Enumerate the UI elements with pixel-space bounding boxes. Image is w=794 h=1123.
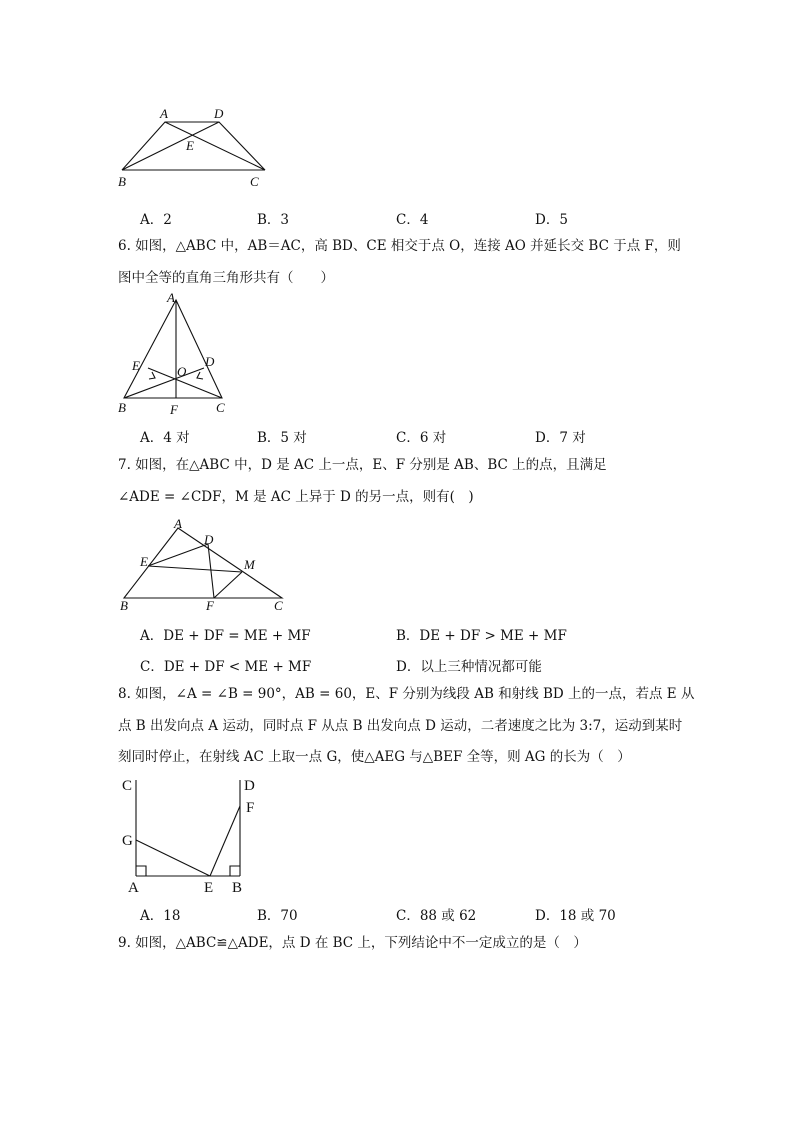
fig8-right-angle-a — [136, 866, 146, 876]
fig8-label-c: C — [122, 778, 133, 794]
fig5-label-e: E — [186, 138, 194, 153]
fig7-label-c: C — [274, 598, 283, 613]
q6-stem-line2: 图中全等的直角三角形共有（ ） — [118, 270, 334, 286]
fig8-label-e: E — [204, 880, 214, 896]
fig6-label-a: A — [167, 290, 175, 305]
fig5-label-c: C — [250, 174, 259, 189]
q9-stem-line1: 9. 如图，△ABC≌△ADE，点 D 在 BC 上，下列结论中不一定成立的是（ ） — [118, 935, 587, 951]
fig7-label-e: E — [140, 554, 148, 569]
q7-option-b — [396, 624, 567, 644]
fig6-label-f: F — [170, 402, 178, 416]
figure-q6 — [110, 290, 240, 416]
q8-stem-line2: 点 B 出发向点 A 运动，同时点 F 从点 B 出发向点 D 运动，二者速度之比为 3:7，运动到某时 — [118, 718, 683, 734]
q7-option-b-text: B．DE + DF > ME + MF — [396, 628, 567, 644]
fig8-right-angle-b — [230, 866, 240, 876]
q5-option-c: C．4 — [396, 212, 429, 228]
q7-stem-line2: ∠ADE = ∠CDF，M 是 AC 上异于 D 的另一点，则有( ) — [118, 489, 474, 505]
fig7-label-f: F — [206, 598, 214, 613]
fig7-line-em — [148, 566, 242, 572]
fig5-label-a: A — [160, 106, 168, 121]
q6-option-d: D．7 对 — [535, 430, 586, 446]
fig6-label-d: D — [205, 354, 215, 369]
fig7-label-b: B — [120, 598, 128, 613]
q8-stem-line1: 8. 如图，∠A = ∠B = 90°，AB = 60，E、F 分别为线段 AB 和射线 BD 上的一点，若点 E 从 — [118, 686, 695, 702]
fig6-label-e: E — [132, 358, 140, 373]
fig8-label-b: B — [232, 880, 243, 896]
q7-option-a-text: A．DE + DF = ME + MF — [140, 628, 311, 644]
fig5-label-b: B — [118, 174, 126, 189]
q6-option-a: A．4 对 — [140, 430, 190, 446]
q7-option-a — [140, 624, 311, 644]
q6-option-c: C．6 对 — [396, 430, 447, 446]
q7-option-d-text: D．以上三种情况都可能 — [396, 659, 542, 675]
q6-stem-line1: 6. 如图，△ABC 中，AB＝AC，高 BD、CE 相交于点 O，连接 AO 并延长交 BC 于点 F，则 — [118, 238, 681, 254]
fig8-label-g: G — [122, 833, 133, 849]
q7-option-d — [396, 655, 542, 675]
fig6-label-o: O — [177, 364, 187, 379]
figure-q5 — [110, 100, 280, 192]
fig5-label-d: D — [214, 106, 224, 121]
q5-option-b: B．3 — [257, 212, 290, 228]
q8-option-b: B．70 — [257, 908, 298, 924]
fig8-segment-ge — [136, 840, 210, 876]
q8-option-c: C．88 或 62 — [396, 908, 477, 924]
q8-option-d: D．18 或 70 — [535, 908, 616, 924]
figure-q7 — [110, 514, 300, 614]
fig8-label-d: D — [244, 778, 255, 794]
figure-q8 — [110, 770, 270, 898]
fig8-label-a: A — [128, 880, 139, 896]
fig6-right-angle-d — [197, 372, 203, 379]
fig7-label-a: A — [174, 516, 182, 531]
q7-option-c — [140, 655, 311, 675]
q8-stem-line3: 刻同时停止，在射线 AC 上取一点 G，使△AEG 与△BEF 全等，则 AG 的长为（ ） — [118, 749, 631, 765]
fig6-triangle-abc — [124, 300, 222, 398]
fig7-label-d: D — [204, 532, 214, 547]
q6-option-b: B．5 对 — [257, 430, 307, 446]
q7-stem-line1: 7. 如图，在△ABC 中，D 是 AC 上一点，E、F 分别是 AB、BC 上的点，且满足 — [118, 457, 607, 473]
q8-option-a: A．18 — [140, 908, 181, 924]
fig6-right-angle-e — [149, 372, 155, 379]
q5-option-d: D．5 — [535, 212, 568, 228]
q5-option-a: A．2 — [140, 212, 172, 228]
q7-option-c-text: C．DE + DF < ME + MF — [140, 659, 312, 675]
fig7-line-mf — [214, 572, 242, 598]
fig6-label-b: B — [118, 400, 126, 415]
fig8-label-f: F — [246, 800, 255, 816]
fig6-label-c: C — [216, 400, 225, 415]
fig7-label-m: M — [244, 557, 255, 572]
